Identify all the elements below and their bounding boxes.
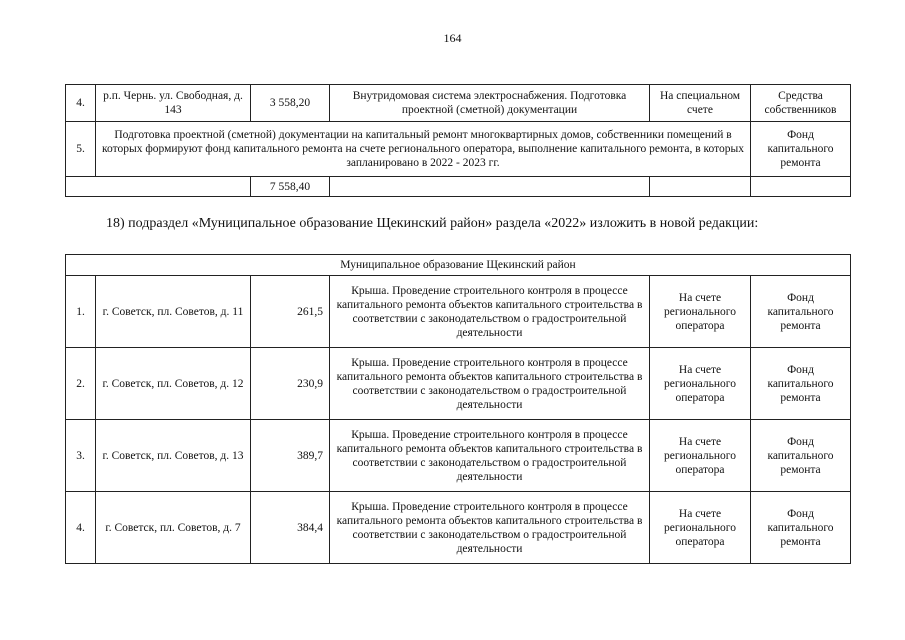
row-amount: 384,4 bbox=[251, 492, 330, 564]
table-header-row bbox=[66, 255, 851, 276]
row-index: 2. bbox=[66, 348, 96, 420]
row-work: Крыша. Проведение строительного контроля в процессе капитального ремонта объектов капитального строительства в соответствии с законодательством о градостроительной деятельности bbox=[330, 276, 650, 348]
table-row bbox=[66, 276, 851, 348]
row-account: На счете регионального оператора bbox=[650, 492, 751, 564]
page-number: 164 bbox=[443, 31, 462, 45]
row-account: На специальном счете bbox=[650, 85, 751, 122]
row-work: Внутридомовая система электроснабжения. Подготовка проектной (сметной) документации bbox=[330, 85, 650, 122]
table-row bbox=[66, 420, 851, 492]
row-address: г. Советск, пл. Советов, д. 7 bbox=[96, 492, 251, 564]
table-row-total bbox=[66, 177, 851, 197]
row-address: г. Советск, пл. Советов, д. 11 bbox=[96, 276, 251, 348]
row-source: Средства собственников bbox=[751, 85, 851, 122]
row-index: 4. bbox=[66, 85, 96, 122]
row-work: Крыша. Проведение строительного контроля в процессе капитального ремонта объектов капитального строительства в соответствии с законодательством о градостроительной деятельности bbox=[330, 492, 650, 564]
table-shchekino-district bbox=[65, 254, 851, 564]
row-work: Крыша. Проведение строительного контроля в процессе капитального ремонта объектов капитального строительства в соответствии с законодательством о градостроительной деятельности bbox=[330, 420, 650, 492]
table-row bbox=[66, 348, 851, 420]
row-account: На счете регионального оператора bbox=[650, 276, 751, 348]
row-amount: 3 558,20 bbox=[251, 85, 330, 122]
row-index: 5. bbox=[66, 122, 96, 177]
row-source: Фонд капитального ремонта bbox=[751, 276, 851, 348]
total-amount: 7 558,40 bbox=[251, 177, 330, 197]
instruction-paragraph: 18) подраздел «Муниципальное образование Щекинский район» раздела «2022» изложить в новой редакции: bbox=[106, 216, 759, 231]
row-index: 1. bbox=[66, 276, 96, 348]
row-address: г. Советск, пл. Советов, д. 13 bbox=[96, 420, 251, 492]
row-account: На счете регионального оператора bbox=[650, 420, 751, 492]
row-index: 3. bbox=[66, 420, 96, 492]
table-row bbox=[66, 492, 851, 564]
table-previous-section bbox=[65, 84, 851, 197]
table-header: Муниципальное образование Щекинский район bbox=[66, 255, 851, 276]
row-index: 4. bbox=[66, 492, 96, 564]
row-source: Фонд капитального ремонта bbox=[751, 348, 851, 420]
table-row-merged bbox=[66, 122, 851, 177]
row-amount: 230,9 bbox=[251, 348, 330, 420]
row-merged-text: Подготовка проектной (сметной) документации на капитальный ремонт многоквартирных домов, собственники помещений в которых формируют фонд капитального ремонта на счете регионального оператора, выполнение капитального ремонта, в которых запланировано в 2022 - 2023 гг. bbox=[96, 122, 751, 177]
row-source: Фонд капитального ремонта bbox=[751, 420, 851, 492]
row-account: На счете регионального оператора bbox=[650, 348, 751, 420]
row-work: Крыша. Проведение строительного контроля в процессе капитального ремонта объектов капитального строительства в соответствии с законодательством о градостроительной деятельности bbox=[330, 348, 650, 420]
row-source: Фонд капитального ремонта bbox=[751, 492, 851, 564]
row-address: р.п. Чернь. ул. Свободная, д. 143 bbox=[96, 85, 251, 122]
row-source: Фонд капитального ремонта bbox=[751, 122, 851, 177]
row-address: г. Советск, пл. Советов, д. 12 bbox=[96, 348, 251, 420]
row-amount: 389,7 bbox=[251, 420, 330, 492]
table-row bbox=[66, 85, 851, 122]
row-amount: 261,5 bbox=[251, 276, 330, 348]
